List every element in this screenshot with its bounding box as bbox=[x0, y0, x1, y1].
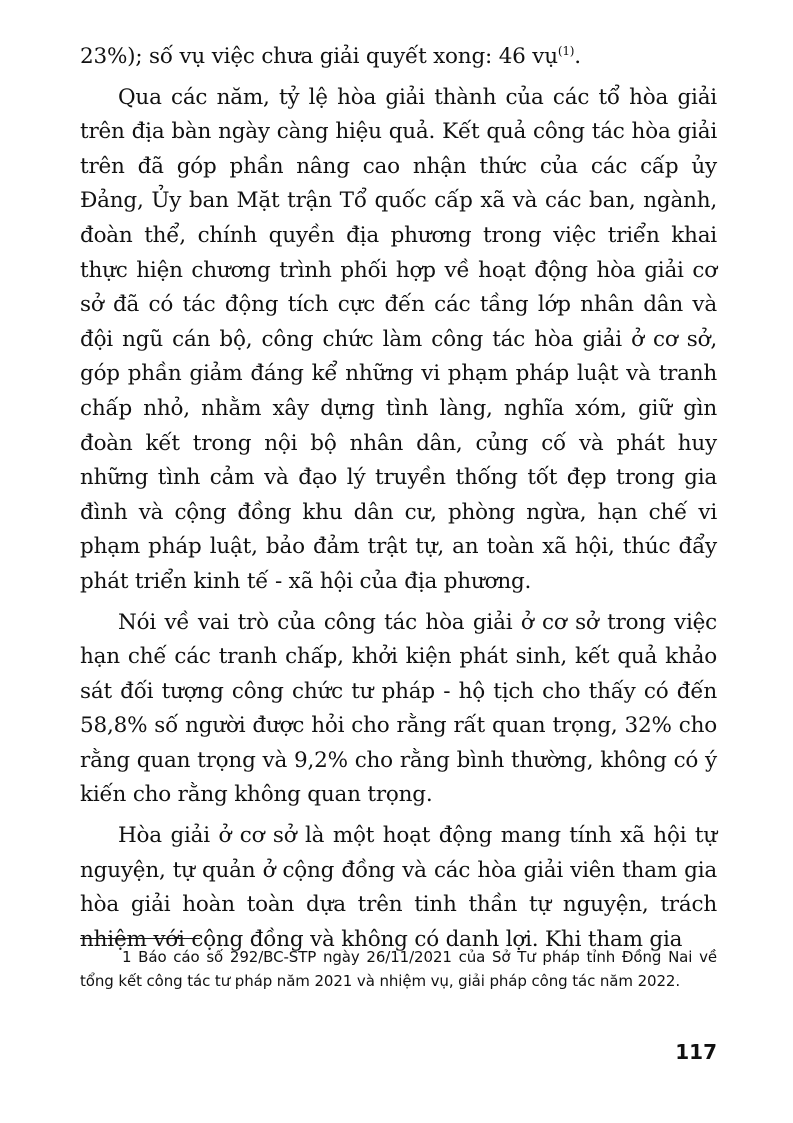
page-number: 117 bbox=[675, 1040, 717, 1064]
footnote-reference: (1) bbox=[557, 43, 575, 58]
paragraph-mediation-results: Qua các năm, tỷ lệ hòa giải thành của các tổ hòa giải trên địa bàn ngày càng hiệu quả. Kết quả công tác hòa giải trên đã góp phần nâng cao nhận thức của các cấp ủy Đảng, Ủy ban Mặt trận Tổ quốc cấp xã và các ban, ngành, đoàn thể, chính quyền địa phương trong việc triển khai thực hiện chương trình phối hợp về hoạt động hòa giải cơ sở đã có tác động tích cực đến các tầng lớp nhân dân và đội ngũ cán bộ, công chức làm công tác hòa giải ở cơ sở, góp phần giảm đáng kể những vi phạm pháp luật và tranh chấp nhỏ, nhằm xây dựng tình làng, nghĩa xóm, giữ gìn đoàn kết trong nội bộ nhân dân, củng cố và phát huy những tình cảm và đạo lý truyền thống tốt đẹp trong gia đình và cộng đồng khu dân cư, phòng ngừa, hạn chế vi phạm pháp luật, bảo đảm trật tự, an toàn xã hội, thúc đẩy phát triển kinh tế - xã hội của địa phương. bbox=[80, 84, 717, 594]
paragraph-voluntary-mediation: Hòa giải ở cơ sở là một hoạt động mang tính xã hội tự nguyện, tự quản ở cộng đồng và các hòa giải viên tham gia hòa giải hoàn toàn dựa trên tinh thần tự nguyện, trách nhiệm với cộng đồng và không có danh lợi. Khi tham gia bbox=[80, 823, 717, 952]
book-page bbox=[80, 40, 717, 1100]
paragraph-continuation bbox=[80, 40, 717, 75]
paragraph-survey-results: Nói về vai trò của công tác hòa giải ở cơ sở trong việc hạn chế các tranh chấp, khởi kiện phát sinh, kết quả khảo sát đối tượng công chức tư pháp - hộ tịch cho thấy có đến 58,8% số người được hỏi cho rằng rất quan trọng, 32% cho rằng quan trọng và 9,2% cho rằng bình thường, không có ý kiến cho rằng không quan trọng. bbox=[80, 609, 717, 808]
footnote-divider bbox=[80, 938, 200, 939]
paragraph-text-end: . bbox=[574, 44, 581, 69]
footnote-text: 1 Báo cáo số 292/BC-STP ngày 26/11/2021 của Sở Tư pháp tỉnh Đồng Nai về tổng kết công tác tư pháp năm 2021 và nhiệm vụ, giải pháp công tác năm 2022. bbox=[80, 948, 717, 990]
paragraph-text: 23%); số vụ việc chưa giải quyết xong: 46 vụ bbox=[80, 44, 558, 69]
